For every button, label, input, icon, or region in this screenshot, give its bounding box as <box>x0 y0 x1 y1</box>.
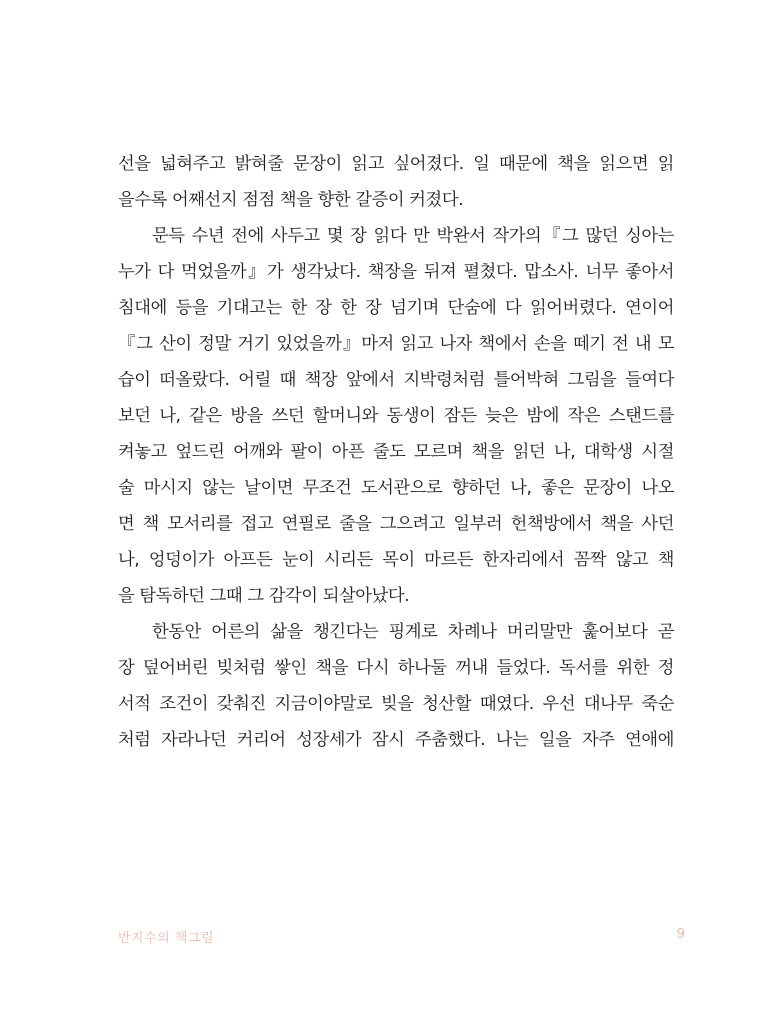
text-line: 면 책 모서리를 접고 연필로 줄을 그으려고 일부러 헌책방에서 책을 사던 <box>118 514 674 534</box>
text-line: 『그 산이 정말 거기 있었을까』마저 읽고 나자 책에서 손을 떼기 전 내 모 <box>118 334 674 354</box>
text-line: 한동안 어른의 삶을 챙긴다는 핑계로 차례나 머리말만 훑어보다 곧 <box>152 622 674 642</box>
text-line: 술 마시지 않는 날이면 무조건 도서관으로 향하던 나, 좋은 문장이 나오 <box>118 478 674 498</box>
text-line: 습이 떠올랐다. 어릴 때 책장 앞에서 지박령처럼 틀어박혀 그림을 들여다 <box>118 370 674 390</box>
text-line: 선을 넓혀주고 밝혀줄 문장이 읽고 싶어졌다. 일 때문에 책을 읽으면 읽 <box>118 154 674 174</box>
text-line: 나, 엉덩이가 아프든 눈이 시리든 목이 마르든 한자리에서 꼼짝 않고 책 <box>118 550 674 570</box>
text-line: 을 탐독하던 그때 그 감각이 되살아났다. <box>118 586 410 606</box>
text-line: 처럼 자라나던 커리어 성장세가 잠시 주춤했다. 나는 일을 자주 연애에 <box>118 730 674 750</box>
text-line: 을수록 어째선지 점점 책을 향한 갈증이 커졌다. <box>118 190 464 210</box>
text-line: 켜놓고 엎드린 어깨와 팔이 아픈 줄도 모르며 책을 읽던 나, 대학생 시절 <box>118 442 674 462</box>
text-line: 문득 수년 전에 사두고 몇 장 읽다 만 박완서 작가의『그 많던 싱아는 <box>152 226 674 246</box>
text-line: 침대에 등을 기대고는 한 장 한 장 넘기며 단숨에 다 읽어버렸다. 연이어 <box>118 298 674 318</box>
running-title: 반지수의 책그림 <box>118 931 215 946</box>
text-line: 보던 나, 같은 방을 쓰던 할머니와 동생이 잠든 늦은 밤에 작은 스탠드를 <box>118 406 674 426</box>
text-line: 누가 다 먹었을까』가 생각났다. 책장을 뒤져 펼쳤다. 맙소사. 너무 좋아서 <box>118 262 674 282</box>
text-line: 장 덮어버린 빚처럼 쌓인 책을 다시 하나둘 꺼내 들었다. 독서를 위한 정 <box>118 658 674 678</box>
body-text <box>118 146 674 758</box>
text-line: 서적 조건이 갖춰진 지금이야말로 빚을 청산할 때였다. 우선 대나무 죽순 <box>118 694 674 714</box>
page-number: 9 <box>676 927 685 942</box>
